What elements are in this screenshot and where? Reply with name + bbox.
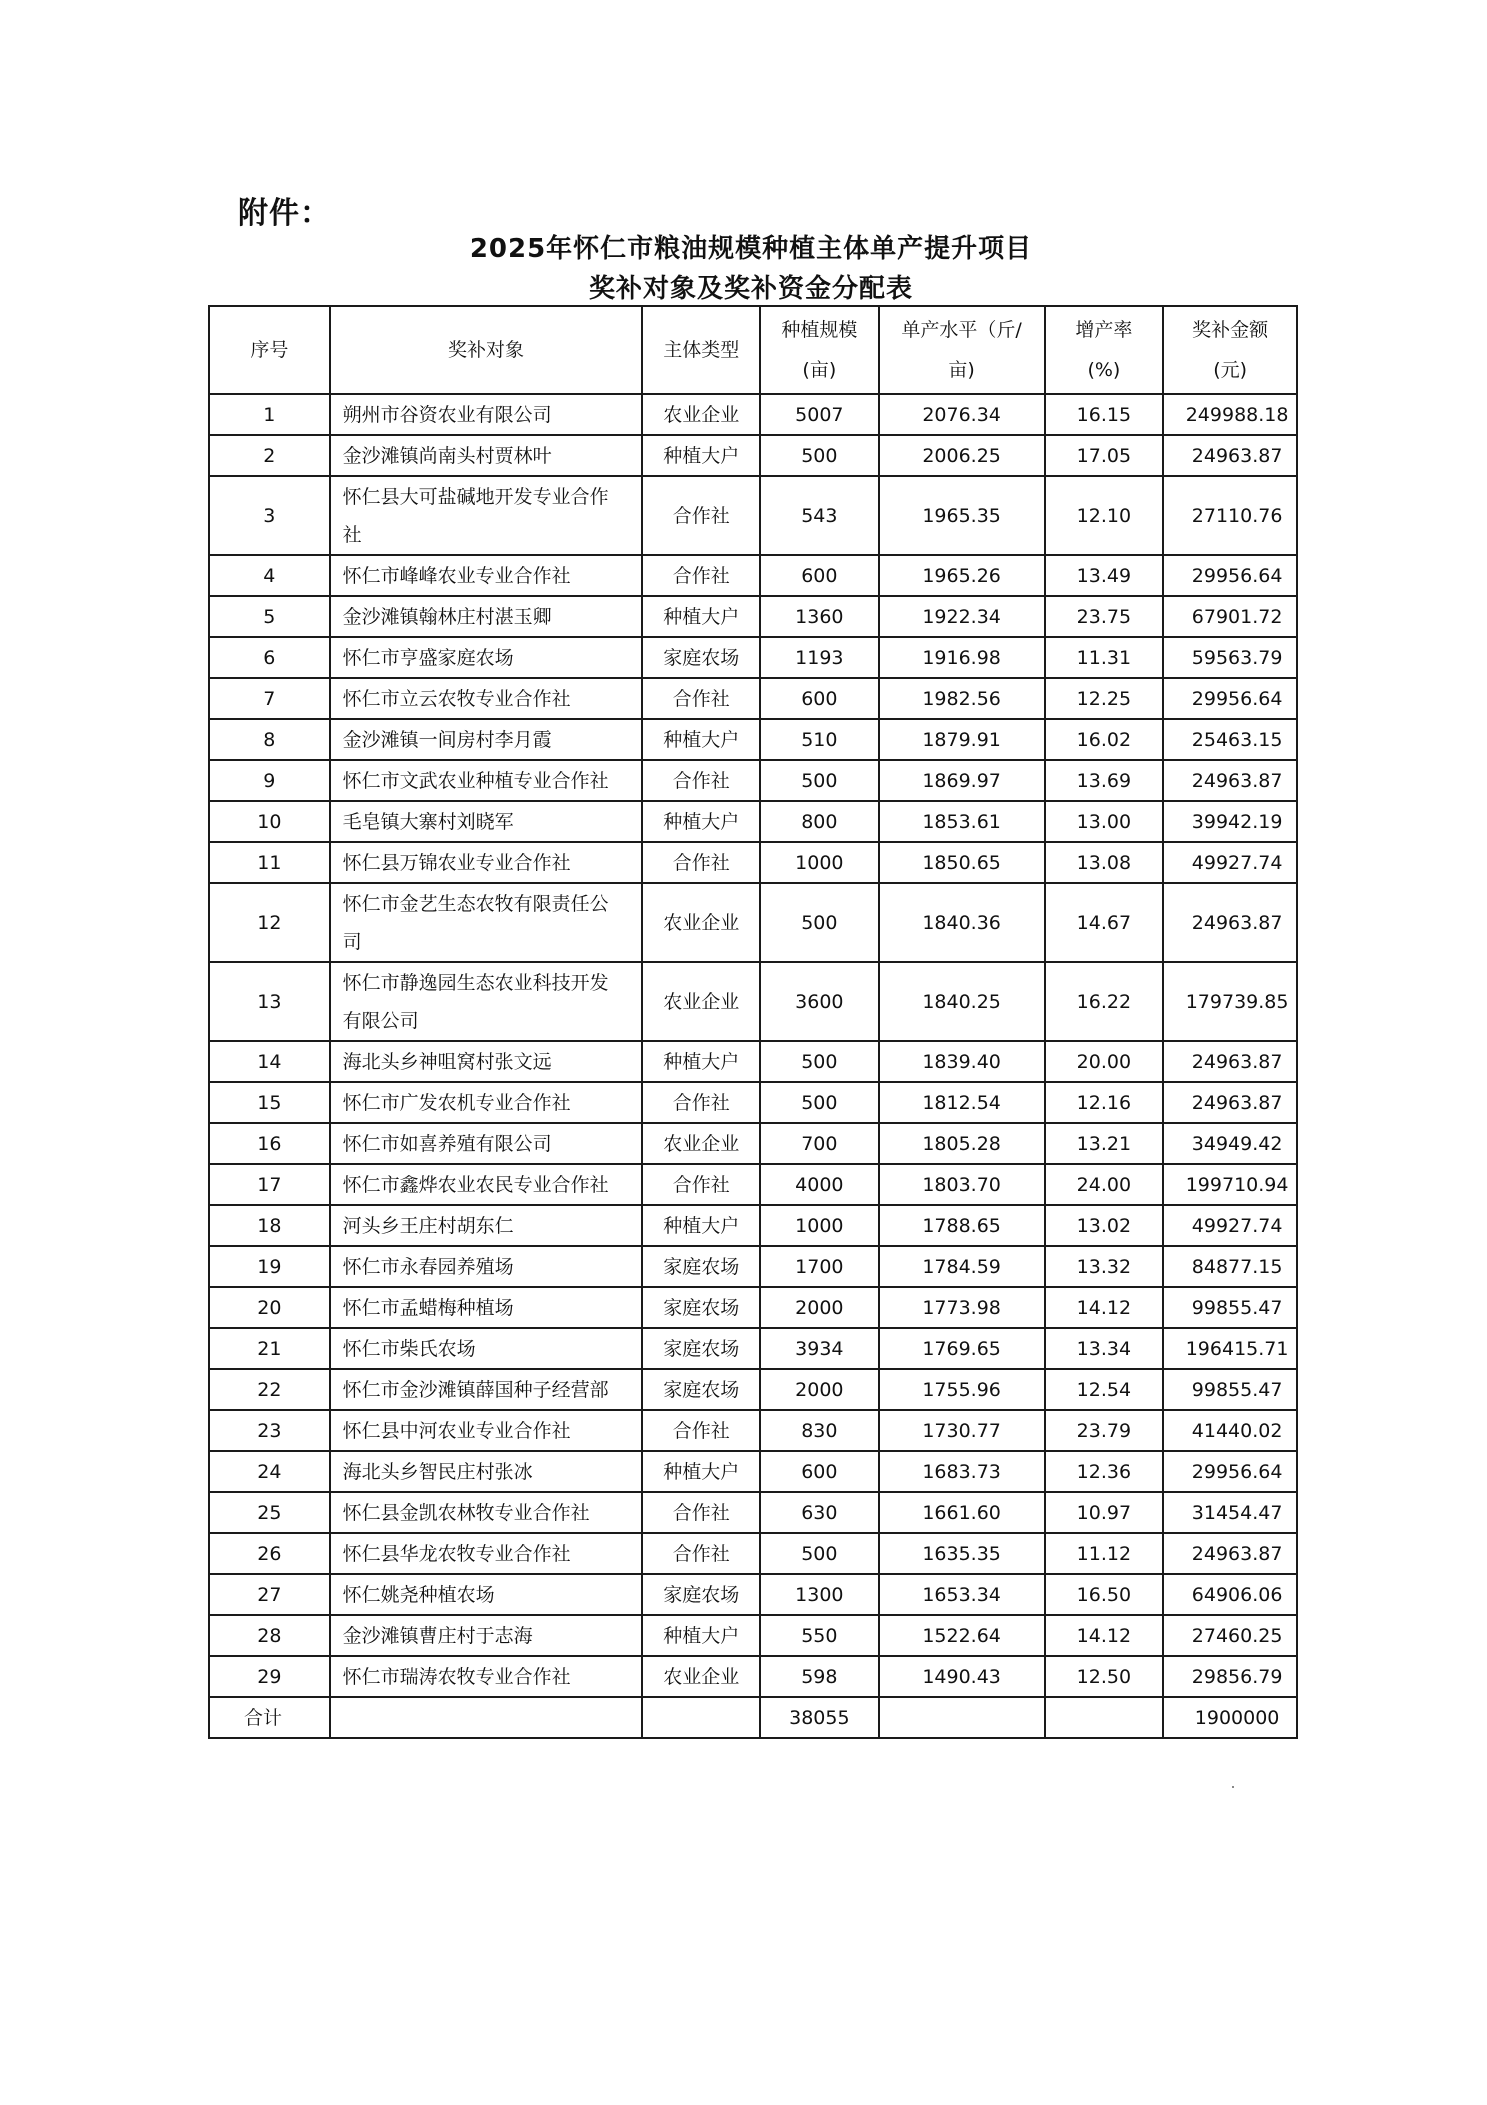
- row-target: [330, 1328, 643, 1369]
- row-target-line-1: 怀仁县大可盐碱地开发专业合作: [342, 485, 609, 508]
- row-rate: 13.34: [1045, 1328, 1164, 1369]
- row-rate: 23.79: [1045, 1410, 1164, 1451]
- row-type: 家庭农场: [642, 1328, 760, 1369]
- header-scale: [760, 306, 879, 394]
- row-scale: 1700: [760, 1246, 879, 1287]
- row-amount: 67901.72: [1163, 596, 1297, 637]
- row-target: [330, 1574, 643, 1615]
- row-type: 农业企业: [642, 1123, 760, 1164]
- document-title-line-1: 2025年怀仁市粮油规模种植主体单产提升项目: [469, 234, 1033, 264]
- row-target-line-1: 河头乡王庄村胡东仁: [342, 1214, 514, 1237]
- table-header-row: [209, 306, 1297, 394]
- total-label: 合计: [209, 1697, 330, 1738]
- row-scale: 1300: [760, 1574, 879, 1615]
- row-seq: 23: [209, 1410, 330, 1451]
- row-seq: 27: [209, 1574, 330, 1615]
- row-target: [330, 883, 643, 962]
- row-type: 合作社: [642, 678, 760, 719]
- row-target: [330, 1041, 643, 1082]
- row-amount: 27110.76: [1163, 476, 1297, 555]
- header-target: 奖补对象: [330, 306, 643, 394]
- row-target: [330, 1451, 643, 1492]
- row-yield: 1683.73: [879, 1451, 1045, 1492]
- row-yield: 1730.77: [879, 1410, 1045, 1451]
- row-scale: 500: [760, 435, 879, 476]
- row-rate: 14.12: [1045, 1615, 1164, 1656]
- row-seq: 21: [209, 1328, 330, 1369]
- row-target-line-1: 怀仁市孟蜡梅种植场: [342, 1296, 514, 1319]
- row-seq: 13: [209, 962, 330, 1041]
- row-target-line-1: 怀仁市广发农机专业合作社: [342, 1091, 571, 1114]
- row-amount: 29956.64: [1163, 1451, 1297, 1492]
- header-rate-line-2: (%): [1087, 359, 1121, 381]
- row-rate: 24.00: [1045, 1164, 1164, 1205]
- row-yield: 1653.34: [879, 1574, 1045, 1615]
- row-target: [330, 1410, 643, 1451]
- row-rate: 13.00: [1045, 801, 1164, 842]
- row-target: [330, 1205, 643, 1246]
- row-scale: 510: [760, 719, 879, 760]
- total-empty-target: [330, 1697, 643, 1738]
- row-type: 种植大户: [642, 1041, 760, 1082]
- total-empty-rate: [1045, 1697, 1164, 1738]
- table-row: [209, 719, 1297, 760]
- table-row: [209, 962, 1297, 1041]
- row-target-line-1: 怀仁市亨盛家庭农场: [342, 646, 514, 669]
- row-scale: 800: [760, 801, 879, 842]
- row-target: [330, 1246, 643, 1287]
- row-rate: 12.16: [1045, 1082, 1164, 1123]
- row-target: [330, 596, 643, 637]
- table-row: [209, 1492, 1297, 1533]
- row-seq: 15: [209, 1082, 330, 1123]
- row-seq: 28: [209, 1615, 330, 1656]
- table-row: [209, 1369, 1297, 1410]
- row-rate: 20.00: [1045, 1041, 1164, 1082]
- row-type: 家庭农场: [642, 1369, 760, 1410]
- row-seq: 10: [209, 801, 330, 842]
- row-type: 合作社: [642, 1082, 760, 1123]
- row-target-line-1: 怀仁市静逸园生态农业科技开发: [342, 971, 609, 994]
- row-amount: 249988.18: [1163, 394, 1297, 435]
- row-rate: 10.97: [1045, 1492, 1164, 1533]
- row-target-line-1: 怀仁市金沙滩镇薛国种子经营部: [342, 1378, 609, 1401]
- row-target: [330, 678, 643, 719]
- row-amount: 64906.06: [1163, 1574, 1297, 1615]
- table-row: [209, 1082, 1297, 1123]
- row-seq: 26: [209, 1533, 330, 1574]
- row-target-line-1: 怀仁姚尧种植农场: [342, 1583, 495, 1606]
- row-target: [330, 637, 643, 678]
- subsidy-allocation-table: [208, 305, 1298, 1739]
- table-row: [209, 883, 1297, 962]
- row-amount: 29956.64: [1163, 555, 1297, 596]
- row-target: [330, 1615, 643, 1656]
- row-yield: 1839.40: [879, 1041, 1045, 1082]
- row-seq: 14: [209, 1041, 330, 1082]
- row-type: 种植大户: [642, 1451, 760, 1492]
- row-target-line-1: 怀仁市金艺生态农牧有限责任公: [342, 892, 609, 915]
- row-type: 合作社: [642, 842, 760, 883]
- table-row: [209, 1451, 1297, 1492]
- table-row: [209, 1410, 1297, 1451]
- row-seq: 9: [209, 760, 330, 801]
- row-scale: 700: [760, 1123, 879, 1164]
- row-yield: 1840.25: [879, 962, 1045, 1041]
- row-target: [330, 1492, 643, 1533]
- row-yield: 1769.65: [879, 1328, 1045, 1369]
- row-target-line-2: 司: [342, 930, 362, 953]
- row-type: 合作社: [642, 555, 760, 596]
- row-scale: 5007: [760, 394, 879, 435]
- row-yield: 1922.34: [879, 596, 1045, 637]
- table-body: [209, 394, 1297, 1697]
- row-rate: 12.36: [1045, 1451, 1164, 1492]
- row-target-line-1: 金沙滩镇尚南头村贾林叶: [342, 444, 552, 467]
- header-rate: [1045, 306, 1164, 394]
- row-amount: 196415.71: [1163, 1328, 1297, 1369]
- row-target: [330, 1533, 643, 1574]
- header-scale-line-2: (亩): [802, 359, 837, 381]
- row-seq: 25: [209, 1492, 330, 1533]
- table-row: [209, 476, 1297, 555]
- row-target: [330, 842, 643, 883]
- row-scale: 500: [760, 883, 879, 962]
- row-seq: 16: [209, 1123, 330, 1164]
- row-amount: 59563.79: [1163, 637, 1297, 678]
- row-type: 种植大户: [642, 596, 760, 637]
- table-row: [209, 555, 1297, 596]
- row-yield: 1788.65: [879, 1205, 1045, 1246]
- table-row: [209, 1533, 1297, 1574]
- row-rate: 16.50: [1045, 1574, 1164, 1615]
- table-row: [209, 1041, 1297, 1082]
- row-yield: 1522.64: [879, 1615, 1045, 1656]
- row-scale: 2000: [760, 1287, 879, 1328]
- row-amount: 24963.87: [1163, 883, 1297, 962]
- row-type: 家庭农场: [642, 637, 760, 678]
- attachment-label: 附件：: [238, 196, 331, 231]
- row-type: 种植大户: [642, 1615, 760, 1656]
- row-rate: 13.21: [1045, 1123, 1164, 1164]
- row-target: [330, 1287, 643, 1328]
- row-target: [330, 435, 643, 476]
- header-amount-line-1: 奖补金额: [1192, 319, 1269, 341]
- row-scale: 1000: [760, 842, 879, 883]
- row-scale: 550: [760, 1615, 879, 1656]
- row-rate: 23.75: [1045, 596, 1164, 637]
- row-yield: 1490.43: [879, 1656, 1045, 1697]
- row-target-line-1: 怀仁县华龙农牧专业合作社: [342, 1542, 571, 1565]
- table-row: [209, 1205, 1297, 1246]
- row-seq: 6: [209, 637, 330, 678]
- total-empty-yield: [879, 1697, 1045, 1738]
- total-row: [209, 1697, 1297, 1738]
- row-amount: 39942.19: [1163, 801, 1297, 842]
- row-amount: 29856.79: [1163, 1656, 1297, 1697]
- row-type: 合作社: [642, 760, 760, 801]
- row-yield: 1869.97: [879, 760, 1045, 801]
- row-type: 种植大户: [642, 435, 760, 476]
- row-scale: 830: [760, 1410, 879, 1451]
- row-seq: 19: [209, 1246, 330, 1287]
- row-type: 合作社: [642, 476, 760, 555]
- row-target: [330, 1656, 643, 1697]
- header-amount: [1163, 306, 1297, 394]
- row-rate: 17.05: [1045, 435, 1164, 476]
- row-yield: 2006.25: [879, 435, 1045, 476]
- table-row: [209, 435, 1297, 476]
- row-yield: 1812.54: [879, 1082, 1045, 1123]
- row-seq: 3: [209, 476, 330, 555]
- row-seq: 5: [209, 596, 330, 637]
- row-type: 种植大户: [642, 1205, 760, 1246]
- row-target-line-1: 怀仁市如喜养殖有限公司: [342, 1132, 552, 1155]
- row-scale: 500: [760, 1041, 879, 1082]
- row-amount: 99855.47: [1163, 1287, 1297, 1328]
- row-yield: 1982.56: [879, 678, 1045, 719]
- row-rate: 12.50: [1045, 1656, 1164, 1697]
- row-rate: 13.69: [1045, 760, 1164, 801]
- row-type: 合作社: [642, 1410, 760, 1451]
- row-scale: 3600: [760, 962, 879, 1041]
- row-amount: 24963.87: [1163, 1533, 1297, 1574]
- row-scale: 500: [760, 760, 879, 801]
- row-rate: 11.31: [1045, 637, 1164, 678]
- row-target-line-1: 怀仁县金凯农林牧专业合作社: [342, 1501, 590, 1524]
- row-seq: 1: [209, 394, 330, 435]
- row-seq: 8: [209, 719, 330, 760]
- row-target: [330, 1082, 643, 1123]
- row-seq: 7: [209, 678, 330, 719]
- total-scale: 38055: [760, 1697, 879, 1738]
- row-seq: 20: [209, 1287, 330, 1328]
- row-seq: 2: [209, 435, 330, 476]
- table-row: [209, 1615, 1297, 1656]
- row-target-line-1: 毛皂镇大寨村刘晓军: [342, 810, 514, 833]
- row-target-line-1: 怀仁县中河农业专业合作社: [342, 1419, 571, 1442]
- total-empty-type: [642, 1697, 760, 1738]
- row-type: 农业企业: [642, 962, 760, 1041]
- row-amount: 179739.85: [1163, 962, 1297, 1041]
- table-row: [209, 801, 1297, 842]
- scan-speck: [1232, 1786, 1234, 1788]
- row-scale: 1193: [760, 637, 879, 678]
- row-target-line-1: 怀仁市瑞涛农牧专业合作社: [342, 1665, 571, 1688]
- row-amount: 25463.15: [1163, 719, 1297, 760]
- table-row: [209, 1656, 1297, 1697]
- row-amount: 49927.74: [1163, 842, 1297, 883]
- header-rate-line-1: 增产率: [1075, 319, 1133, 341]
- row-yield: 1965.26: [879, 555, 1045, 596]
- row-yield: 1879.91: [879, 719, 1045, 760]
- row-yield: 1850.65: [879, 842, 1045, 883]
- row-yield: 1635.35: [879, 1533, 1045, 1574]
- row-seq: 4: [209, 555, 330, 596]
- row-yield: 1755.96: [879, 1369, 1045, 1410]
- row-type: 合作社: [642, 1533, 760, 1574]
- header-yield-line-1: 单产水平（斤/: [901, 319, 1022, 341]
- row-yield: 1965.35: [879, 476, 1045, 555]
- row-scale: 4000: [760, 1164, 879, 1205]
- row-amount: 29956.64: [1163, 678, 1297, 719]
- row-target-line-1: 怀仁市鑫烨农业农民专业合作社: [342, 1173, 609, 1196]
- row-amount: 24963.87: [1163, 1041, 1297, 1082]
- row-scale: 600: [760, 678, 879, 719]
- row-amount: 41440.02: [1163, 1410, 1297, 1451]
- row-amount: 27460.25: [1163, 1615, 1297, 1656]
- row-rate: 13.08: [1045, 842, 1164, 883]
- row-scale: 630: [760, 1492, 879, 1533]
- row-yield: 1661.60: [879, 1492, 1045, 1533]
- row-type: 农业企业: [642, 394, 760, 435]
- row-target-line-2: 社: [342, 523, 362, 546]
- table-row: [209, 1164, 1297, 1205]
- row-rate: 11.12: [1045, 1533, 1164, 1574]
- row-amount: 49927.74: [1163, 1205, 1297, 1246]
- row-rate: 14.67: [1045, 883, 1164, 962]
- row-rate: 13.02: [1045, 1205, 1164, 1246]
- row-target-line-1: 海北头乡智民庄村张冰: [342, 1460, 533, 1483]
- row-amount: 24963.87: [1163, 760, 1297, 801]
- row-target-line-1: 金沙滩镇翰林庄村湛玉卿: [342, 605, 552, 628]
- header-amount-line-2: (元): [1213, 359, 1248, 381]
- row-target: [330, 476, 643, 555]
- row-scale: 600: [760, 555, 879, 596]
- table-row: [209, 637, 1297, 678]
- row-target: [330, 394, 643, 435]
- table-row: [209, 1246, 1297, 1287]
- row-type: 家庭农场: [642, 1287, 760, 1328]
- table-row: [209, 394, 1297, 435]
- table-row: [209, 1123, 1297, 1164]
- row-yield: 1805.28: [879, 1123, 1045, 1164]
- row-target-line-1: 怀仁市立云农牧专业合作社: [342, 687, 571, 710]
- row-rate: 16.02: [1045, 719, 1164, 760]
- row-scale: 543: [760, 476, 879, 555]
- row-type: 农业企业: [642, 883, 760, 962]
- row-target-line-1: 怀仁市文武农业种植专业合作社: [342, 769, 609, 792]
- row-seq: 22: [209, 1369, 330, 1410]
- row-target: [330, 760, 643, 801]
- row-rate: 12.25: [1045, 678, 1164, 719]
- header-scale-line-1: 种植规模: [781, 319, 858, 341]
- row-seq: 12: [209, 883, 330, 962]
- row-target-line-1: 怀仁市永春园养殖场: [342, 1255, 514, 1278]
- row-seq: 18: [209, 1205, 330, 1246]
- row-target-line-2: 有限公司: [342, 1009, 419, 1032]
- table-row: [209, 1328, 1297, 1369]
- row-yield: 1916.98: [879, 637, 1045, 678]
- row-yield: 1803.70: [879, 1164, 1045, 1205]
- table-row: [209, 678, 1297, 719]
- row-target-line-1: 怀仁市峰峰农业专业合作社: [342, 564, 571, 587]
- table-row: [209, 760, 1297, 801]
- row-target: [330, 1123, 643, 1164]
- row-amount: 199710.94: [1163, 1164, 1297, 1205]
- row-scale: 598: [760, 1656, 879, 1697]
- row-seq: 17: [209, 1164, 330, 1205]
- row-scale: 500: [760, 1082, 879, 1123]
- row-yield: 1840.36: [879, 883, 1045, 962]
- row-seq: 11: [209, 842, 330, 883]
- row-target-line-1: 朔州市谷资农业有限公司: [342, 403, 552, 426]
- row-type: 种植大户: [642, 801, 760, 842]
- table-row: [209, 596, 1297, 637]
- row-rate: 16.15: [1045, 394, 1164, 435]
- row-target: [330, 719, 643, 760]
- row-target-line-1: 海北头乡神咀窝村张文远: [342, 1050, 552, 1073]
- row-rate: 12.54: [1045, 1369, 1164, 1410]
- row-scale: 1000: [760, 1205, 879, 1246]
- row-amount: 99855.47: [1163, 1369, 1297, 1410]
- row-target-line-1: 怀仁县万锦农业专业合作社: [342, 851, 571, 874]
- row-yield: 2076.34: [879, 394, 1045, 435]
- row-yield: 1773.98: [879, 1287, 1045, 1328]
- total-amount: 1900000: [1163, 1697, 1297, 1738]
- row-seq: 29: [209, 1656, 330, 1697]
- row-rate: 12.10: [1045, 476, 1164, 555]
- row-amount: 84877.15: [1163, 1246, 1297, 1287]
- row-scale: 1360: [760, 596, 879, 637]
- row-target: [330, 801, 643, 842]
- row-target-line-1: 怀仁市柴氏农场: [342, 1337, 476, 1360]
- row-type: 合作社: [642, 1492, 760, 1533]
- row-target: [330, 555, 643, 596]
- row-yield: 1784.59: [879, 1246, 1045, 1287]
- row-seq: 24: [209, 1451, 330, 1492]
- row-target-line-1: 金沙滩镇一间房村李月霞: [342, 728, 552, 751]
- row-target: [330, 1369, 643, 1410]
- row-type: 农业企业: [642, 1656, 760, 1697]
- row-rate: 14.12: [1045, 1287, 1164, 1328]
- row-type: 家庭农场: [642, 1574, 760, 1615]
- row-amount: 31454.47: [1163, 1492, 1297, 1533]
- row-target: [330, 1164, 643, 1205]
- row-rate: 16.22: [1045, 962, 1164, 1041]
- row-target-line-1: 金沙滩镇曹庄村于志海: [342, 1624, 533, 1647]
- row-rate: 13.49: [1045, 555, 1164, 596]
- row-amount: 24963.87: [1163, 435, 1297, 476]
- row-yield: 1853.61: [879, 801, 1045, 842]
- table-row: [209, 1574, 1297, 1615]
- row-type: 种植大户: [642, 719, 760, 760]
- row-type: 合作社: [642, 1164, 760, 1205]
- table-row: [209, 842, 1297, 883]
- row-amount: 34949.42: [1163, 1123, 1297, 1164]
- row-target: [330, 962, 643, 1041]
- row-type: 家庭农场: [642, 1246, 760, 1287]
- row-scale: 600: [760, 1451, 879, 1492]
- table-row: [209, 1287, 1297, 1328]
- row-scale: 2000: [760, 1369, 879, 1410]
- header-type: 主体类型: [642, 306, 760, 394]
- row-scale: 3934: [760, 1328, 879, 1369]
- header-yield: [879, 306, 1045, 394]
- row-rate: 13.32: [1045, 1246, 1164, 1287]
- document-title-line-2: 奖补对象及奖补资金分配表: [588, 274, 913, 304]
- header-seq: 序号: [209, 306, 330, 394]
- header-yield-line-2: 亩): [948, 359, 975, 381]
- row-scale: 500: [760, 1533, 879, 1574]
- row-amount: 24963.87: [1163, 1082, 1297, 1123]
